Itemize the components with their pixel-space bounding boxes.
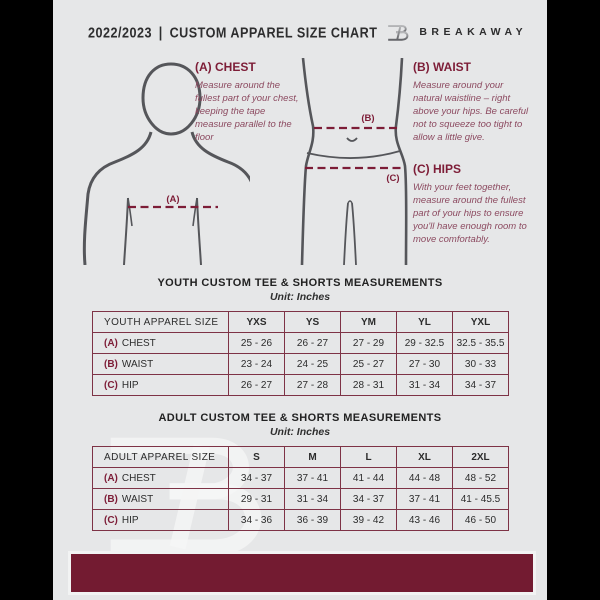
column-header: YXS [229,312,285,333]
cell-value: 32.5 - 35.5 [453,333,509,354]
row-label [93,510,229,531]
hips-heading: (C) HIPS [413,162,461,176]
adult-table-title: ADULT CUSTOM TEE & SHORTS MEASUREMENTS [158,412,442,424]
cell-value: 23 - 24 [229,354,285,375]
table-row [93,333,509,354]
row-prefix: (B) [104,358,118,370]
cell-value: 31 - 34 [285,489,341,510]
adult-table-unit: Unit: Inches [269,426,331,438]
cell-value: 29 - 32.5 [397,333,453,354]
column-header: YS [285,312,341,333]
row-prefix: (C) [104,514,118,526]
cell-value: 34 - 37 [229,468,285,489]
row-prefix: (A) [104,337,118,349]
column-header: ADULT APPAREL SIZE [93,447,229,468]
chest-marker-label: (A) [166,194,180,205]
cell-value: 41 - 44 [341,468,397,489]
cell-value: 36 - 39 [285,510,341,531]
table-row [93,354,509,375]
cell-value: 27 - 28 [285,375,341,396]
column-header: XL [397,447,453,468]
row-label [93,468,229,489]
cell-value: 48 - 52 [453,468,509,489]
cell-value: 37 - 41 [285,468,341,489]
table-row [93,489,509,510]
cell-value: 41 - 45.5 [453,489,509,510]
waist-marker-label: (B) [361,113,375,124]
waist-body-text: Measure around your natural waistline – right above your hips. Be careful not to squeeze too tight to allow a little give. [413,80,529,144]
cell-value: 24 - 25 [285,354,341,375]
cell-value: 46 - 50 [453,510,509,531]
size-chart-document [53,0,547,600]
cell-value: 27 - 29 [341,333,397,354]
hips-body-text: With your feet together, measure around the fullest part of your hips to ensure you'll have enough room to move comfortably. [413,182,527,246]
table-row [93,510,509,531]
chest-instructions [195,60,299,145]
brand-block [386,20,527,45]
cell-value: 39 - 42 [341,510,397,531]
page-title: 2022/2023 | CUSTOM APPAREL SIZE CHART [88,23,378,41]
cell-value: 34 - 36 [229,510,285,531]
row-label [93,354,229,375]
chest-body-text: Measure around the fullest part of your chest, keeping the tape measure parallel to the floor [195,80,299,144]
youth-table-unit: Unit: Inches [269,291,331,303]
row-name: HIP [121,514,139,526]
column-header: M [285,447,341,468]
waist-heading: (B) WAIST [413,60,471,74]
hips-instructions [413,162,535,247]
cell-value: 26 - 27 [229,375,285,396]
row-name: CHEST [121,472,156,484]
column-header: 2XL [453,447,509,468]
cell-value: 25 - 27 [341,354,397,375]
table-row [93,375,509,396]
page-header [53,12,547,52]
cell-value: 34 - 37 [453,375,509,396]
column-header: L [341,447,397,468]
cell-value: 28 - 31 [341,375,397,396]
row-prefix: (A) [104,472,118,484]
youth-table-title: YOUTH CUSTOM TEE & SHORTS MEASUREMENTS [157,277,443,289]
row-prefix: (C) [104,379,118,391]
adult-size-table [92,446,509,531]
row-name: CHEST [121,337,156,349]
row-label [93,333,229,354]
chest-heading: (A) CHEST [195,60,256,74]
cell-value: 44 - 48 [397,468,453,489]
adult-header-row [93,447,509,468]
row-name: WAIST [121,358,154,370]
cell-value: 43 - 46 [397,510,453,531]
cell-value: 25 - 26 [229,333,285,354]
lower-body-figure [282,58,408,265]
table-row [93,468,509,489]
cell-value: 37 - 41 [397,489,453,510]
cell-value: 30 - 33 [453,354,509,375]
column-header: YXL [453,312,509,333]
row-name: HIP [121,379,139,391]
waist-instructions [413,60,533,145]
youth-header-row [93,312,509,333]
brand-name: BREAKAWAY [419,26,528,38]
column-header: YOUTH APPAREL SIZE [93,312,229,333]
footer-accent-bar [68,551,536,595]
column-header: YM [341,312,397,333]
cell-value: 26 - 27 [285,333,341,354]
breakaway-logo-icon [386,20,412,45]
column-header: YL [397,312,453,333]
cell-value: 29 - 31 [229,489,285,510]
row-label [93,489,229,510]
youth-size-table [92,311,509,396]
cell-value: 34 - 37 [341,489,397,510]
row-prefix: (B) [104,493,118,505]
cell-value: 31 - 34 [397,375,453,396]
cell-value: 27 - 30 [397,354,453,375]
hips-marker-label: (C) [386,173,400,184]
row-name: WAIST [121,493,154,505]
column-header: S [229,447,285,468]
row-label [93,375,229,396]
